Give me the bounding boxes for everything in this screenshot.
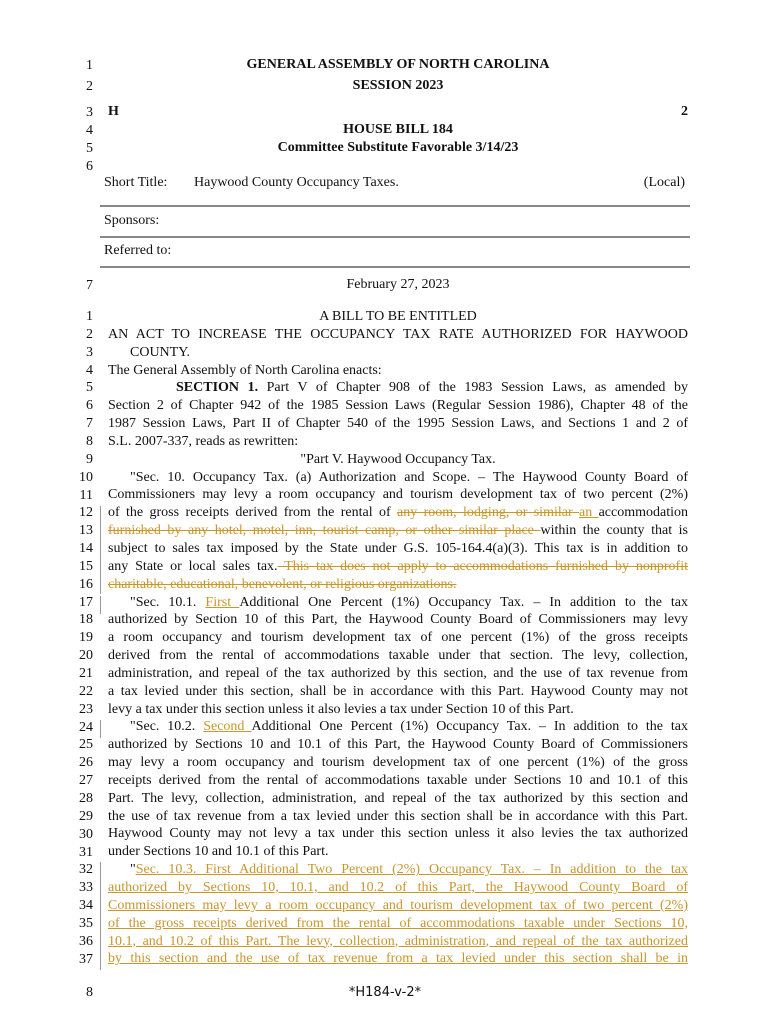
line-number: 26: [79, 755, 93, 771]
change-bar: [100, 720, 101, 738]
bill-line: [108, 790, 688, 808]
line-number: 1: [86, 58, 93, 73]
divider: [100, 205, 690, 207]
line-text: 1987 Session Laws, Part II of Chapter 540 of the 1995 Session Laws, and Sections 1 and 2 of: [108, 416, 688, 432]
short-title-label: Short Title:: [104, 175, 168, 190]
bill-line: [108, 915, 688, 933]
short-title-type: (Local): [643, 175, 685, 190]
line-number: 27: [79, 773, 93, 789]
line-number: 4: [86, 123, 93, 138]
line-text: the use of tax revenue from a tax levied under this section shall be in accordance with this Part.: [108, 808, 688, 824]
divider: [100, 266, 690, 268]
bill-line: [108, 950, 688, 968]
line-text: ": [130, 862, 136, 878]
bill-line: [108, 772, 688, 790]
bill-body: [108, 308, 688, 968]
line-number: 5: [86, 141, 93, 156]
line-number: 34: [79, 898, 93, 914]
line-text: S.L. 2007-337, reads as rewritten:: [108, 433, 299, 449]
bill-line: [108, 736, 688, 754]
line-text: derived from the rental of accommodations taxable under that section. The levy, collection,: [108, 648, 688, 664]
bill-line: [108, 808, 688, 826]
bill-line: [108, 701, 688, 719]
bill-line: [108, 415, 688, 433]
line-text: under Sections 10 and 10.1 of this Part.: [108, 844, 329, 860]
line-number: 31: [79, 844, 93, 860]
inserted-text: First: [205, 594, 240, 610]
line-number: 7: [86, 278, 93, 293]
line-number: 2: [86, 326, 93, 342]
bill-line: [108, 504, 688, 522]
bill-line: [108, 861, 688, 879]
bill-line: [108, 326, 688, 344]
line-number: 15: [79, 558, 93, 574]
line-text: Part. The levy, collection, administration, and repeal of the tax authorized by this section and: [108, 790, 688, 806]
line-text: AN ACT TO INCREASE THE OCCUPANCY TAX RATE AUTHORIZED FOR HAYWOOD: [108, 326, 688, 342]
line-number: 10: [79, 469, 93, 485]
inserted-text: Sec. 10.3. First Additional Two Percent (2%) Occupancy Tax. – In addition to the tax: [135, 862, 688, 878]
line-text: Additional One Percent (1%) Occupancy Tax. – In addition to the tax: [239, 594, 688, 610]
line-number: 19: [79, 630, 93, 646]
line-number: 37: [79, 951, 93, 967]
line-text: "Part V. Haywood Occupancy Tax.: [300, 451, 496, 467]
bill-line: [108, 397, 688, 415]
inserted-text: 10.1, and 10.2 of this Part. The levy, collection, administration, and repeal of the tax authorized: [108, 933, 688, 949]
deleted-text: any room, lodging, or similar: [397, 505, 579, 521]
line-text: any State or local sales tax.: [108, 558, 278, 574]
bill-line: [108, 718, 688, 736]
line-number: 24: [79, 719, 93, 735]
bill-date: February 27, 2023: [346, 277, 450, 292]
referred-label: Referred to:: [104, 243, 172, 258]
bill-line: [108, 433, 688, 451]
line-text: "Sec. 10.2.: [130, 719, 204, 735]
line-number: 22: [79, 683, 93, 699]
line-text: A BILL TO BE ENTITLED: [319, 309, 477, 324]
line-number: 4: [86, 362, 93, 378]
footer-line-number: 8: [86, 985, 93, 1000]
bill-line: [108, 683, 688, 701]
line-number: 7: [86, 416, 93, 432]
line-number: 16: [79, 576, 93, 592]
line-text: Haywood County may not levy a tax under this section unless it also levies the tax authorized: [108, 826, 688, 842]
assembly-title: GENERAL ASSEMBLY OF NORTH CAROLINA: [246, 57, 550, 72]
line-text: Commissioners may levy a room occupancy and tourism development tax of two percent (2%): [108, 487, 688, 503]
line-number: 21: [79, 666, 93, 681]
bill-line: [108, 540, 688, 558]
bill-line: [108, 344, 688, 362]
line-number: 8: [86, 433, 93, 449]
line-text: COUNTY.: [130, 344, 191, 360]
section-heading: SECTION 1.: [176, 380, 259, 396]
inserted-text: Commissioners may levy a room occupancy and tourism development tax of two percent (2%): [108, 897, 688, 913]
line-text: of the gross receipts derived from the rental of: [108, 505, 398, 521]
change-bar: [100, 506, 101, 594]
bill-number: HOUSE BILL 184: [343, 122, 453, 137]
line-number: 32: [79, 862, 93, 878]
line-text: Part V of Chapter 908 of the 1983 Session Laws, as amended by: [258, 380, 688, 396]
bill-line: [108, 647, 688, 665]
divider: [100, 236, 690, 238]
line-number: 3: [86, 105, 93, 120]
line-number: 11: [79, 487, 93, 503]
line-text: a tax levied under this section, shall be in accordance with this Part. Haywood County may not: [108, 683, 688, 699]
bill-line: [108, 897, 688, 915]
line-number: 30: [79, 826, 93, 842]
bill-line: [108, 558, 688, 576]
short-title: Haywood County Occupancy Taxes.: [194, 175, 399, 190]
line-number: 28: [79, 790, 93, 806]
line-text: a room occupancy and tourism development tax of one percent (1%) of the gross receipts: [108, 630, 688, 646]
version-number: 2: [681, 104, 688, 119]
session-title: SESSION 2023: [352, 78, 444, 93]
bill-line: [108, 379, 688, 397]
bill-line: [108, 308, 688, 326]
bill-line: [108, 362, 688, 380]
bill-line: [108, 754, 688, 772]
bill-line: [108, 451, 688, 469]
line-number: 14: [79, 541, 93, 557]
sponsors-label: Sponsors:: [104, 213, 160, 228]
line-number: 35: [79, 915, 93, 931]
deleted-text: charitable, educational, benevolent, or religious organizations.: [108, 576, 457, 592]
line-number: 36: [79, 933, 93, 949]
line-text: authorized by Section 10 of this Part, the Haywood County Board of Commissioners may levy: [108, 612, 688, 628]
line-number: 23: [79, 701, 93, 717]
line-number: 2: [86, 79, 93, 94]
line-number: 33: [79, 880, 93, 896]
bill-line: [108, 843, 688, 861]
deleted-text: This tax does not apply to accommodations furnished by nonprofit: [277, 558, 688, 574]
line-number: 5: [86, 380, 93, 396]
line-number: 18: [79, 612, 93, 628]
line-number: 17: [79, 594, 93, 610]
line-number: 25: [79, 737, 93, 753]
line-text: subject to sales tax imposed by the State under G.S. 105-164.4(a)(3). This tax is in addition to: [108, 540, 688, 556]
line-number: 9: [86, 451, 93, 467]
line-text: accommodation: [598, 505, 688, 521]
line-number: 6: [86, 398, 93, 414]
inserted-text: Second: [203, 719, 252, 735]
line-text: levy a tax under this section unless it also levies a tax under Section 10 of this Part.: [108, 701, 574, 717]
bill-line: [108, 486, 688, 504]
bill-line: [108, 879, 688, 897]
document-id: *H184-v-2*: [348, 985, 422, 1000]
line-text: Additional One Percent (1%) Occupancy Tax. – In addition to the tax: [251, 719, 688, 735]
bill-line: [108, 825, 688, 843]
line-text: may levy a room occupancy and tourism development tax of one percent (1%) of the gross: [108, 755, 688, 771]
line-text: authorized by Sections 10 and 10.1 of this Part, the Haywood County Board of Commissioners: [108, 737, 688, 753]
line-number: 20: [79, 648, 93, 664]
line-text: within the county that is: [540, 523, 688, 539]
line-number: 3: [86, 344, 93, 360]
bill-line: [108, 594, 688, 612]
inserted-text: authorized by Sections 10, 10.1, and 10.2 of this Part, the Haywood County Board of: [108, 880, 688, 895]
line-text: Section 2 of Chapter 942 of the 1985 Session Laws (Regular Session 1986), Chapter 48 of the: [108, 398, 688, 414]
inserted-text: an: [578, 505, 599, 521]
inserted-text: of the gross receipts derived from the rental of accommodations taxable under Sections 10,: [108, 915, 688, 931]
line-number: 29: [79, 808, 93, 824]
deleted-text: furnished by any hotel, motel, inn, tourist camp, or other similar place: [108, 523, 541, 539]
bill-line: [108, 665, 688, 683]
bill-line: [108, 629, 688, 647]
bill-line: [108, 469, 688, 487]
committee-line: Committee Substitute Favorable 3/14/23: [277, 140, 519, 155]
bill-line: [108, 611, 688, 629]
line-number: 6: [86, 159, 93, 174]
bill-line: [108, 576, 688, 594]
line-text: administration, and repeal of the tax authorized by this section, and the use of tax revenue from: [108, 665, 688, 681]
change-bar: [100, 862, 101, 970]
line-text: receipts derived from the rental of accommodations taxable under Sections 10 and 10.1 of this: [108, 772, 688, 788]
inserted-text: by this section and the use of tax revenue from a tax levied under this section shall be in: [108, 951, 688, 967]
line-text: "Sec. 10. Occupancy Tax. (a) Authorization and Scope. – The Haywood County Board of: [130, 469, 688, 485]
line-text: "Sec. 10.1.: [130, 594, 206, 610]
change-bar: [100, 596, 101, 614]
chamber-letter: H: [108, 104, 119, 119]
line-number: 12: [79, 505, 93, 521]
line-text: The General Assembly of North Carolina enacts:: [108, 362, 382, 378]
line-number: 13: [79, 523, 93, 539]
bill-line: [108, 522, 688, 540]
bill-line: [108, 933, 688, 951]
line-number: 1: [86, 309, 93, 324]
